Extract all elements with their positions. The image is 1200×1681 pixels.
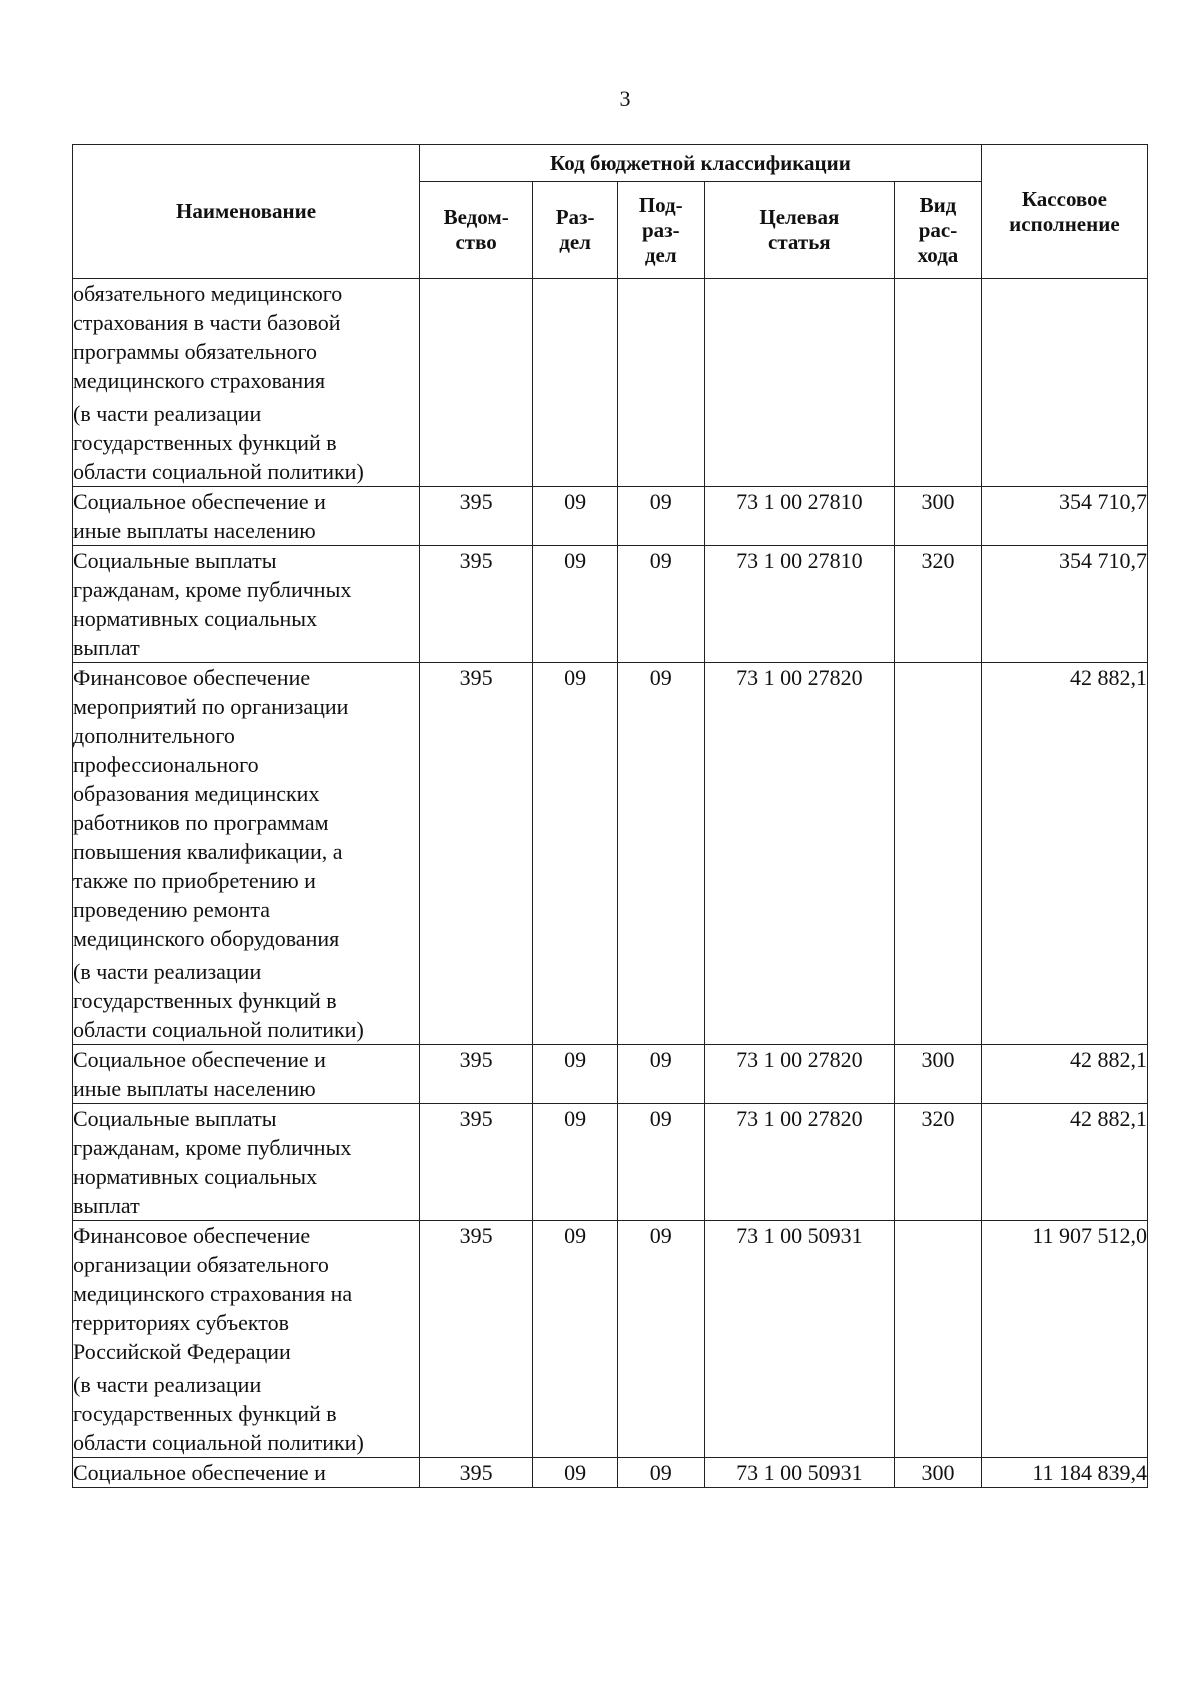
row-note-line: государственных функций в	[73, 1401, 337, 1426]
row-name-line: выплат	[73, 1193, 140, 1218]
row-name-line: программы обязательного	[73, 339, 317, 364]
table-body	[73, 279, 1148, 1488]
cell-vedomstvo	[420, 279, 533, 487]
cell-cash-execution: 354 710,7	[981, 487, 1147, 546]
cell-razdel: 09	[533, 1221, 618, 1458]
cell-razdel: 09	[533, 663, 618, 1045]
cell-podrazdel: 09	[617, 663, 704, 1045]
row-name-line: медицинского страхования на	[73, 1281, 353, 1306]
row-name-line: Социальное обеспечение и	[73, 489, 326, 514]
row-name-line: организации обязательного	[73, 1252, 329, 1277]
cell-cash-execution	[981, 279, 1147, 487]
table-row	[73, 1104, 1148, 1221]
cell-podrazdel: 09	[617, 546, 704, 663]
row-name-line: Финансовое обеспечение	[73, 665, 311, 690]
cell-podrazdel: 09	[617, 1458, 704, 1488]
row-name-line: медицинского оборудования	[73, 926, 340, 951]
cell-cash-execution: 42 882,1	[981, 1045, 1147, 1104]
row-note-line: государственных функций в	[73, 430, 337, 455]
cell-cash-execution: 354 710,7	[981, 546, 1147, 663]
cell-razdel: 09	[533, 1458, 618, 1488]
row-name-line: Социальные выплаты	[73, 548, 277, 573]
row-note-line: (в части реализации	[73, 401, 262, 426]
page-number: 3	[619, 86, 631, 111]
cell-cash-execution: 11 907 512,0	[981, 1221, 1147, 1458]
cell-target-article: 73 1 00 27820	[704, 663, 894, 1045]
table-row	[73, 487, 1148, 546]
cell-target-article: 73 1 00 50931	[704, 1221, 894, 1458]
cell-target-article: 73 1 00 50931	[704, 1458, 894, 1488]
cell-expense-type: 300	[895, 1045, 982, 1104]
cell-expense-type: 320	[895, 546, 982, 663]
table-row	[73, 279, 1148, 487]
row-name-line: Российской Федерации	[73, 1339, 291, 1364]
cell-vedomstvo: 395	[420, 663, 533, 1045]
row-name-line: Финансовое обеспечение	[73, 1223, 311, 1248]
header-name: Наименование	[73, 145, 420, 279]
row-name-line: страхования в части базовой	[73, 310, 341, 335]
row-note-line: государственных функций в	[73, 988, 337, 1013]
row-note-line: области социальной политики)	[73, 459, 364, 484]
header-expense-type: Вид рас- хода	[895, 182, 982, 279]
header-razdel: Раз- дел	[533, 182, 618, 279]
row-name-line: мероприятий по организации	[73, 694, 349, 719]
row-name-line: территориях субъектов	[73, 1310, 289, 1335]
table-row	[73, 546, 1148, 663]
row-name-line: повышения квалификации, а	[73, 839, 343, 864]
row-name-line: гражданам, кроме публичных	[73, 577, 352, 602]
row-name-line: иные выплаты населению	[73, 1076, 316, 1101]
cell-expense-type: 300	[895, 487, 982, 546]
row-name-line: нормативных социальных	[73, 1164, 318, 1189]
cell-podrazdel: 09	[617, 487, 704, 546]
cell-target-article	[704, 279, 894, 487]
table-row	[73, 1458, 1148, 1488]
cell-cash-execution: 11 184 839,4	[981, 1458, 1147, 1488]
cell-razdel: 09	[533, 1104, 618, 1221]
row-name-cell	[73, 1045, 420, 1104]
cell-vedomstvo: 395	[420, 1045, 533, 1104]
header-target-article: Целевая статья	[704, 182, 894, 279]
row-note-line: области социальной политики)	[73, 1017, 364, 1042]
cell-expense-type: 320	[895, 1104, 982, 1221]
cell-podrazdel: 09	[617, 1221, 704, 1458]
cell-target-article: 73 1 00 27810	[704, 487, 894, 546]
row-name-line: Социальное обеспечение и	[73, 1460, 326, 1485]
row-name-line: обязательного медицинского	[73, 281, 343, 306]
row-name-line: работников по программам	[73, 810, 329, 835]
cell-expense-type	[895, 663, 982, 1045]
budget-execution-table	[72, 144, 1148, 1488]
header-budget-classification-code: Код бюджетной классификации	[420, 145, 982, 182]
row-name-line: также по приобретению и	[73, 868, 316, 893]
cell-expense-type	[895, 1221, 982, 1458]
cell-razdel: 09	[533, 487, 618, 546]
row-name-line: нормативных социальных	[73, 606, 318, 631]
cell-target-article: 73 1 00 27810	[704, 546, 894, 663]
cell-podrazdel: 09	[617, 1045, 704, 1104]
row-name-line: выплат	[73, 635, 140, 660]
header-vedomstvo: Ведом- ство	[420, 182, 533, 279]
row-name-cell	[73, 663, 420, 1045]
cell-razdel: 09	[533, 1045, 618, 1104]
row-note-line: (в части реализации	[73, 1372, 262, 1397]
cell-vedomstvo: 395	[420, 1104, 533, 1221]
cell-vedomstvo: 395	[420, 546, 533, 663]
row-note-line: области социальной политики)	[73, 1430, 364, 1455]
cell-target-article: 73 1 00 27820	[704, 1045, 894, 1104]
cell-razdel: 09	[533, 546, 618, 663]
row-name-line: иные выплаты населению	[73, 518, 316, 543]
row-name-line: дополнительного	[73, 723, 235, 748]
row-name-line: профессионального	[73, 752, 259, 777]
row-note-line: (в части реализации	[73, 959, 262, 984]
row-name-cell	[73, 1104, 420, 1221]
cell-target-article: 73 1 00 27820	[704, 1104, 894, 1221]
cell-podrazdel	[617, 279, 704, 487]
table-row	[73, 1045, 1148, 1104]
row-name-line: медицинского страхования	[73, 368, 326, 393]
row-name-cell	[73, 1458, 420, 1488]
row-name-cell	[73, 1221, 420, 1458]
cell-podrazdel: 09	[617, 1104, 704, 1221]
cell-cash-execution: 42 882,1	[981, 1104, 1147, 1221]
cell-vedomstvo: 395	[420, 487, 533, 546]
cell-vedomstvo: 395	[420, 1458, 533, 1488]
row-name-line: проведению ремонта	[73, 897, 271, 922]
row-name-cell	[73, 487, 420, 546]
row-name-line: образования медицинских	[73, 781, 320, 806]
row-name-line: гражданам, кроме публичных	[73, 1135, 352, 1160]
cell-vedomstvo: 395	[420, 1221, 533, 1458]
table-row	[73, 663, 1148, 1045]
table-row	[73, 1221, 1148, 1458]
row-name-cell	[73, 546, 420, 663]
row-name-line: Социальные выплаты	[73, 1106, 277, 1131]
cell-expense-type: 300	[895, 1458, 982, 1488]
cell-razdel	[533, 279, 618, 487]
cell-expense-type	[895, 279, 982, 487]
header-cash-execution: Кассовое исполнение	[981, 145, 1147, 279]
header-podrazdel: Под- раз- дел	[617, 182, 704, 279]
cell-cash-execution: 42 882,1	[981, 663, 1147, 1045]
row-name-cell	[73, 279, 420, 487]
row-name-line: Социальное обеспечение и	[73, 1047, 326, 1072]
